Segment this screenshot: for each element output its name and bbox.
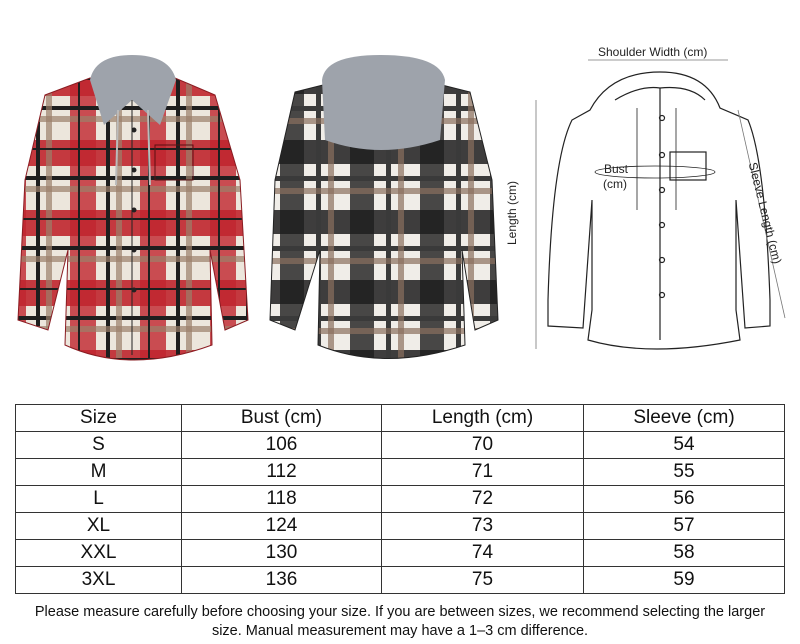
bust-label: Bust xyxy=(604,162,629,176)
sleeve-cell: 59 xyxy=(584,567,785,594)
length-cell: 74 xyxy=(382,540,584,567)
table-row xyxy=(16,459,785,486)
bust-cell: 112 xyxy=(182,459,382,486)
size-cell: XL xyxy=(16,513,182,540)
table-row xyxy=(16,486,785,513)
table-row xyxy=(16,432,785,459)
size-cell: XXL xyxy=(16,540,182,567)
sleeve-cell: 55 xyxy=(584,459,785,486)
sleeve-cell: 58 xyxy=(584,540,785,567)
length-cell: 70 xyxy=(382,432,584,459)
header-length: Length (cm) xyxy=(382,405,584,432)
back-jacket-image xyxy=(270,55,498,359)
bust-cell: 118 xyxy=(182,486,382,513)
size-cell: L xyxy=(16,486,182,513)
sleeve-cell: 57 xyxy=(584,513,785,540)
bust-unit-label: (cm) xyxy=(603,177,627,191)
length-cell: 75 xyxy=(382,567,584,594)
length-cell: 73 xyxy=(382,513,584,540)
length-cell: 72 xyxy=(382,486,584,513)
shoulder-width-label: Shoulder Width (cm) xyxy=(598,45,708,59)
header-sleeve: Sleeve (cm) xyxy=(584,405,785,432)
header-size: Size xyxy=(16,405,182,432)
bust-cell: 136 xyxy=(182,567,382,594)
bust-cell: 124 xyxy=(182,513,382,540)
table-row xyxy=(16,540,785,567)
bust-cell: 106 xyxy=(182,432,382,459)
sleeve-length-label: Sleeve Length (cm) xyxy=(745,160,785,266)
note-line-1: Please measure carefully before choosing your size. If you are between sizes, we recommend selecting the larger xyxy=(34,604,766,620)
sleeve-cell: 56 xyxy=(584,486,785,513)
size-cell: S xyxy=(16,432,182,459)
length-label: Length (cm) xyxy=(505,180,520,246)
measurement-diagram xyxy=(536,60,785,349)
table-header-row xyxy=(16,405,785,432)
note-line-2: size. Manual measurement may have a 1–3 cm difference. xyxy=(211,623,589,639)
table-row xyxy=(16,567,785,594)
size-table xyxy=(15,404,785,594)
bust-cell: 130 xyxy=(182,540,382,567)
header-bust: Bust (cm) xyxy=(182,405,382,432)
table-row xyxy=(16,513,785,540)
sleeve-cell: 54 xyxy=(584,432,785,459)
size-cell: 3XL xyxy=(16,567,182,594)
front-jacket-image xyxy=(18,55,248,360)
measurement-note xyxy=(20,603,780,641)
length-cell: 71 xyxy=(382,459,584,486)
size-cell: M xyxy=(16,459,182,486)
